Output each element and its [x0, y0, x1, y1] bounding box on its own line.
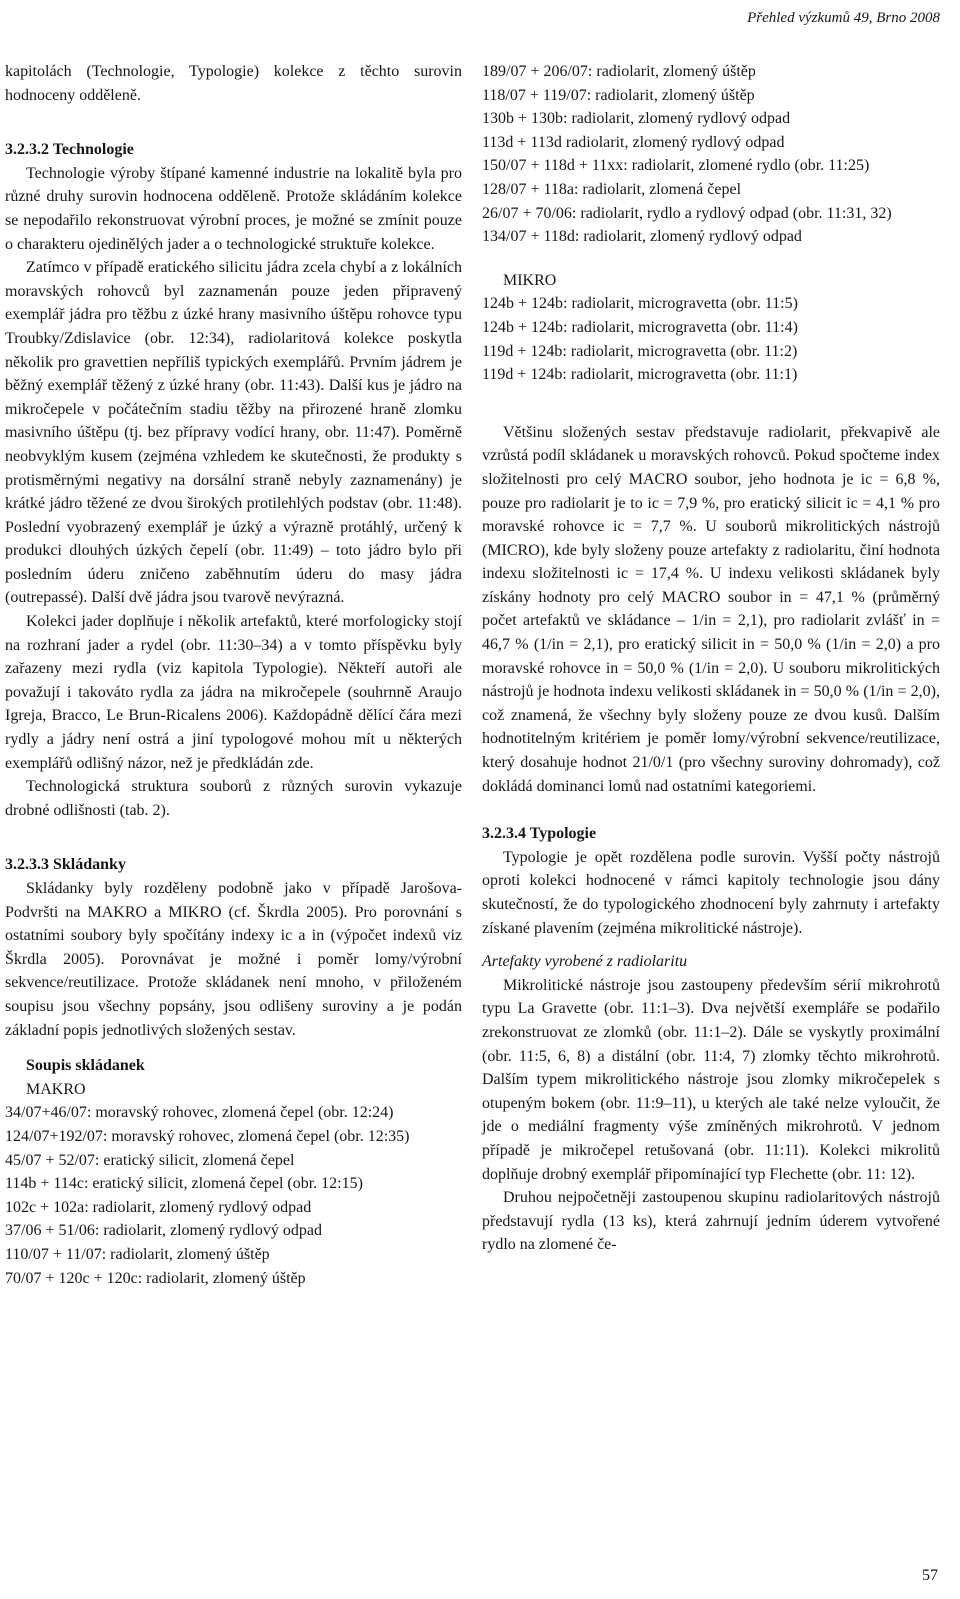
tech-paragraph-1: Technologie výroby štípané kamenné industrie na lokalitě byla pro různé druhy surovin hodnocena odděleně. Protože skládáním kolekce se nepodařilo rekonstruovat výrobní proces, je možné se zmínit pouze o charakteru ojedinělých jader a o technologické struktuře kolekce. [5, 164, 462, 253]
list-item: 128/07 + 118a: radiolarit, zlomená čepel [482, 180, 742, 198]
list-item: 119d + 124b: radiolarit, microgravetta (obr. 11:1) [482, 366, 798, 384]
spacer [5, 107, 462, 138]
intro-paragraph: kapitolách (Technologie, Typologie) kolekce z těchto surovin hodnoceny odděleně. [5, 63, 462, 104]
soupis-title: Soupis skládanek [26, 1057, 145, 1075]
subheading-artefakty: Artefakty vyrobené z radiolaritu [482, 953, 688, 971]
skladanky-paragraph: Skládanky byly rozděleny podobně jako v případě Jarošova-Podvršti na MAKRO a MIKRO (cf. Škrdla 2005). Pro porovnání s ostatními soubory byly spočítány indexy ic a in (výpočet indexů viz Škrdla 2005). Porovnávat je možné i poměr lomy/výrobní sekvence/reutilizace. Protože skládanek není mnoho, v přiloženém soupisu jsou všechny popsány, jsou odlišeny suroviny a je podán základní popis jednotlivých složených sestav. [5, 880, 462, 1039]
list-item: 130b + 130b: radiolarit, zlomený rydlový odpad [482, 110, 791, 128]
typologie-paragraph-3: Druhou nejpočetněji zastoupenou skupinu radiolaritových nástrojů představují rydla (13 ks), která zahrnují jedním úderem vytvořené rydlo na zlomené če- [482, 1189, 940, 1254]
page-number: 57 [922, 1567, 938, 1584]
spacer [482, 249, 940, 269]
heading-technologie: 3.2.3.2 Technologie [5, 141, 134, 159]
makro-label: MAKRO [26, 1080, 86, 1098]
heading-typologie: 3.2.3.4 Typologie [482, 825, 597, 843]
list-item: 134/07 + 118d: radiolarit, zlomený rydlový odpad [482, 228, 802, 246]
list-item: 102c + 102a: radiolarit, zlomený rydlový odpad [5, 1198, 312, 1216]
list-item: 124/07+192/07: moravský rohovec, zlomená čepel (obr. 12:35) [5, 1127, 410, 1145]
spacer [5, 1042, 462, 1054]
list-item: 70/07 + 120c + 120c: radiolarit, zlomený úštěp [5, 1269, 306, 1287]
spacer [482, 798, 940, 822]
running-header: Přehled výzkumů 49, Brno 2008 [747, 10, 940, 26]
list-item: 114b + 114c: eratický silicit, zlomená čepel (obr. 12:15) [5, 1175, 363, 1193]
list-item: 124b + 124b: radiolarit, microgravetta (obr. 11:4) [482, 318, 798, 336]
list-item: 118/07 + 119/07: radiolarit, zlomený úštěp [482, 86, 755, 104]
list-item: 34/07+46/07: moravský rohovec, zlomená čepel (obr. 12:24) [5, 1104, 394, 1122]
list-item: 189/07 + 206/07: radiolarit, zlomený úštěp [482, 63, 756, 80]
typologie-paragraph-2: Mikrolitické nástroje jsou zastoupeny především sérií mikrohrotů typu La Gravette (obr. 11:1–3). Dva největší exempláře se podařilo zrekonstruovat ze zlomků (obr. 11:1–2). Dále se vyskytly proximální (obr. 11:5, 6, 8) a distální (obr. 11:4, 7) zlomky těchto mikrohrotů. Dalším typem mikrolitického nástroje jsou zlomky mikročepelek s otupeným bokem (obr. 11:9–11), u kterých ale také nelze vyloučit, že jde o mediální fragmenty výše zmíněných mikrohrotů. V jednom případě je mikročepel retušovaná (obr. 11:11). Kolekci mikrolitů doplňuje drobný exemplář připomínající typ Flechette (obr. 11: 12). [482, 976, 940, 1183]
tech-paragraph-4: Technologická struktura souborů z různých surovin vykazuje drobné odlišnosti (tab. 2). [5, 778, 462, 819]
list-item: 119d + 124b: radiolarit, microgravetta (obr. 11:2) [482, 342, 798, 360]
spacer [482, 387, 940, 421]
list-item: 110/07 + 11/07: radiolarit, zlomený úštěp [5, 1245, 270, 1263]
heading-skladanky: 3.2.3.3 Skládanky [5, 856, 126, 874]
left-column [5, 60, 462, 1290]
list-item: 113d + 113d radiolarit, zlomený rydlový odpad [482, 133, 785, 151]
list-item: 26/07 + 70/06: radiolarit, rydlo a rydlový odpad (obr. 11:31, 32) [482, 204, 892, 222]
spacer [5, 822, 462, 853]
list-item: 37/06 + 51/06: radiolarit, zlomený rydlový odpad [5, 1222, 322, 1240]
list-item: 150/07 + 118d + 11xx: radiolarit, zlomené rydlo (obr. 11:25) [482, 157, 870, 175]
summary-paragraph: Většinu složených sestav představuje radiolarit, překvapivě ale vzrůstá podíl skládanek u moravských rohovců. Pokud spočteme index složitelnosti pro celý MACRO soubor, jeho hodnota je ic = 6,8 %, pouze pro radiolarit je to ic = 7,9 %, pro eratický silicit ic = 4,1 % pro moravské rohovce ic = 7,7 %. U souborů mikrolitických nástrojů (MICRO), kde byly složeny pouze artefakty z radiolaritu, činí hodnota indexu složitelnosti ic = 17,4 %. U indexu velikosti skládanek byly získány hodnoty pro celý MACRO soubor in = 47,1 % (průměrný počet artefaktů ve skládance – 1/in = 2,1), pro radiolarit zvlášť in = 46,7 % (1/in = 2,1), pro eratický silicit in = 50,0 % (1/in = 2,0) a pro moravské rohovce in = 50,0 % (1/in = 2,0). U souboru mikrolitických nástrojů je hodnota indexu velikosti skládanek in = 50,0 % (1/in = 2,0), což znamená, že všechny byly složeny pouze ze dvou kusů. Dalším hodnotitelným kritériem je poměr lomy/výrobní sekvence/reutilizace, který dosahuje hodnot 21/0/1 (pro všechny suroviny dohromady), což dokládá dominanci lomů nad ostatními kategoriemi. [482, 423, 940, 795]
tech-paragraph-2: Zatímco v případě eratického silicitu jádra zcela chybí a z lokálních moravských rohovců byl zaznamenán pouze jeden připravený exemplář jádra pro těžbu z úzké hrany masivního úštěpu rohovce typu Troubky/Zdislavice (obr. 12:34), radiolaritová kolekce poskytla několik pro gravettien nepříliš typických exemplářů. Prvním jádrem je běžný exemplář těžený z úzké hrany (obr. 11:43). Další kus je jádro na mikročepele v počátečním stadiu těžby na přirozené hraně zlomku masivního úštěpu (tj. bez přípravy vodící hrany, obr. 11:47). Poměrně neobvyklým kusem (zejména vzhledem ke skutečnosti, že produkty s protisměrnými negativy na dorsální straně nebyly zaznamenány) je krátké jádro těžené ze dvou širokých protilehlých podstav (obr. 11:48). Poslední vyobrazený exemplář je úzký a výrazně protáhlý, určený k produkci dlouhých úzkých čepelí (obr. 11:49) – toto jádro bylo při posledním úderu zničeno zaběhnutím úderu do masy jádra (outrepassé). Další dvě jádra jsou tvarově nevýrazná. [5, 259, 462, 607]
list-item: 124b + 124b: radiolarit, microgravetta (obr. 11:5) [482, 295, 798, 313]
tech-paragraph-3: Kolekci jader doplňuje i několik artefaktů, které morfologicky stojí na rozhraní jader a rydel (obr. 11:30–34) a v tomto příspěvku byly zařazeny mezi rydla (viz kapitola Typologie). Někteří autoři ale považují i takováto rydla za jádra na mikročepele (souhrnně Araujo Igreja, Bracco, Le Brun-Ricalens 2006). Každopádně dělící čára mezi rydly a jádry není ostrá a jiní typologové mohou mít u některých exemplářů odlišný názor, než je předkládán zde. [5, 613, 462, 772]
list-item: 45/07 + 52/07: eratický silicit, zlomená čepel [5, 1151, 295, 1169]
mikro-label: MIKRO [503, 271, 557, 289]
right-column [482, 60, 940, 1257]
typologie-paragraph-1: Typologie je opět rozdělena podle surovin. Vyšší počty nástrojů oproti kolekci hodnocené v rámci kapitoly technologie jsou dány skutečností, že do typologického zhodnocení byly zahrnuty i artefakty získané plavením (zejména mikrolitické nástroje). [482, 848, 940, 937]
